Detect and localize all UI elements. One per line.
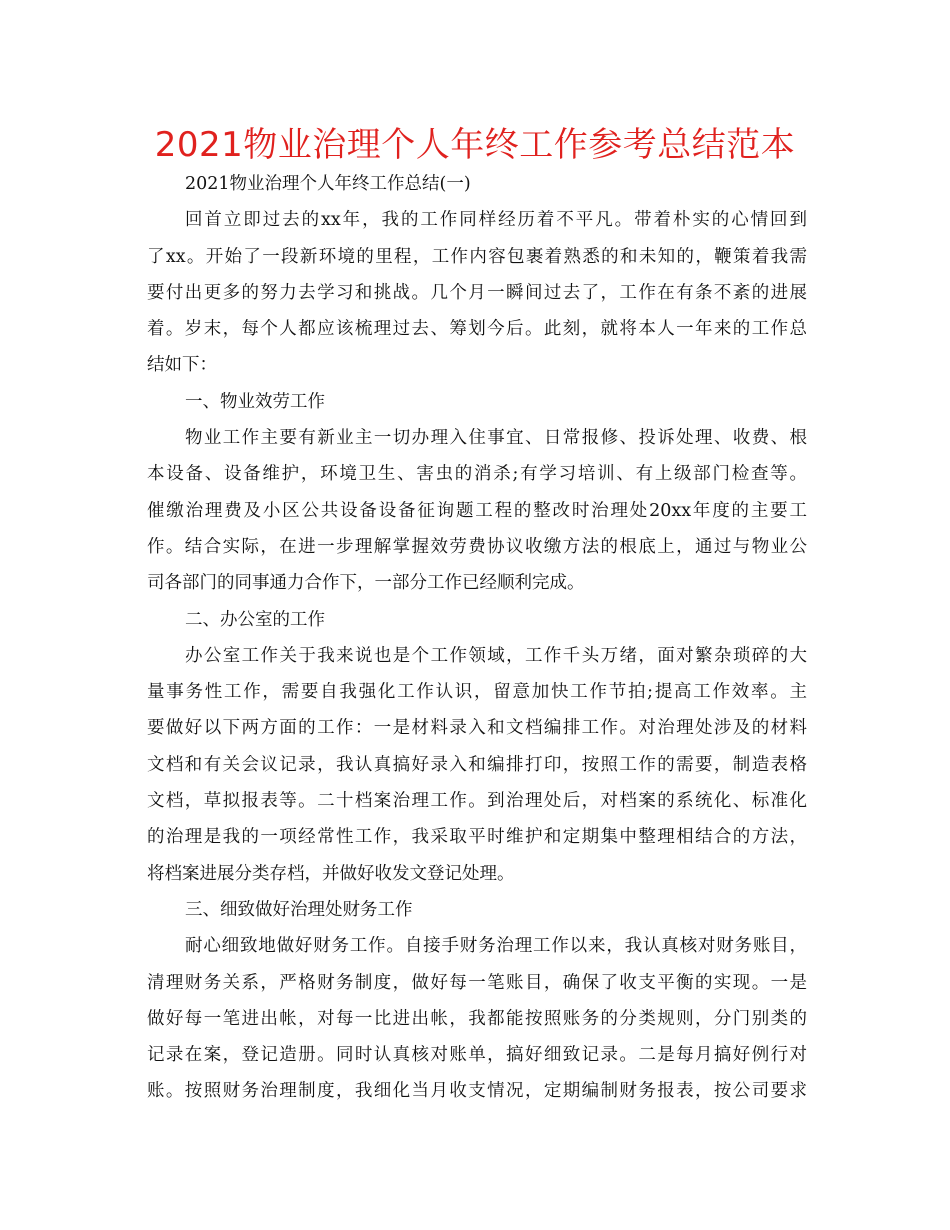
text-line: 做好每一笔进出帐，对每一比进出帐，我都能按照账务的分类规则，分门别类的: [147, 1008, 807, 1029]
text-line: 催缴治理费及小区公共设备设备征询题工程的整改时治理处20xx年度的主要工: [147, 500, 807, 521]
text-line: 的治理是我的一项经常性工作，我采取平时维护和定期集中整理相结合的方法，: [147, 827, 807, 848]
text-line: 将档案进展分类存档，并做好收发文登记处理。: [147, 863, 515, 884]
text-line: 2021物业治理个人年终工作总结(一): [185, 174, 471, 194]
text-line: 二、办公室的工作: [185, 609, 325, 630]
document-body: [147, 166, 807, 1110]
text-line: 耐心细致地做好财务工作。自接手财务治理工作以来，我认真核对财务账目，: [185, 936, 807, 957]
text-line: 量事务性工作，需要自我强化工作认识，留意加快工作节拍;提高工作效率。主: [147, 682, 807, 703]
text-line: 要做好以下两方面的工作：一是材料录入和文档编排工作。对治理处涉及的材料: [147, 718, 807, 739]
text-line: 要付出更多的努力去学习和挑战。几个月一瞬间过去了，工作在有条不紊的进展: [147, 282, 807, 303]
text-line: 一、物业效劳工作: [185, 391, 325, 412]
text-line: 文档，草拟报表等。二十档案治理工作。到治理处后，对档案的系统化、标准化: [147, 791, 807, 812]
text-line: 文档和有关会议记录，我认真搞好录入和编排打印，按照工作的需要，制造表格: [147, 754, 807, 775]
text-line: 物业工作主要有新业主一切办理入住事宜、日常报修、投诉处理、收费、根: [185, 428, 807, 449]
text-line: 了xx。开始了一段新环境的里程，工作内容包裹着熟悉的和未知的，鞭策着我需: [147, 246, 807, 267]
document-title: 2021物业治理个人年终工作参考总结范本: [154, 125, 796, 165]
text-line: 回首立即过去的xx年，我的工作同样经历着不平凡。带着朴实的心情回到: [185, 210, 807, 231]
text-line: 结如下：: [147, 355, 217, 376]
text-line: 清理财务关系，严格财务制度，做好每一笔账目，确保了收支平衡的实现。一是: [147, 972, 807, 993]
text-line: 办公室工作关于我来说也是个工作领域，工作千头万绪，面对繁杂琐碎的大: [185, 645, 807, 666]
text-line: 本设备、设备维护，环境卫生、害虫的消杀;有学习培训、有上级部门检查等。: [147, 464, 807, 485]
text-line: 作。结合实际，在进一步理解掌握效劳费协议收缴方法的根底上，通过与物业公: [147, 536, 807, 557]
text-line: 账。按照财务治理制度，我细化当月收支情况，定期编制财务报表，按公司要求: [147, 1081, 807, 1102]
text-line: 司各部门的同事通力合作下，一部分工作已经顺利完成。: [147, 573, 585, 594]
text-line: 记录在案，登记造册。同时认真核对账单，搞好细致记录。二是每月搞好例行对: [147, 1045, 807, 1066]
text-line: 着。岁末，每个人都应该梳理过去、筹划今后。此刻，就将本人一年来的工作总: [147, 319, 807, 340]
text-line: 三、细致做好治理处财务工作: [185, 899, 413, 920]
